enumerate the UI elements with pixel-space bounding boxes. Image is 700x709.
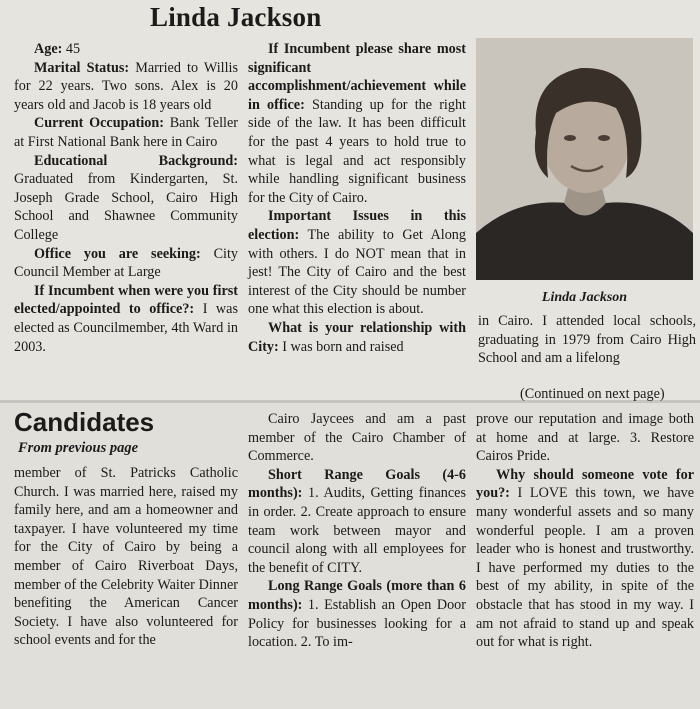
- candidates-column-2: Cairo Jaycees and am a past member of the Cairo Chamber of Commerce. Short Range Goals (4-6 months): 1. Audits, Getting finances in order. 2. Create approach to ensure team work between mayor and council along with all employees for the benefit of CITY. Long Range Goals (more than 6 months): 1. Establish an Open Door Policy for businesses looking for a location. 2. To im-: [248, 411, 466, 651]
- profile-column-3: in Cairo. I attended local schools, graduating in 1979 from Cairo High School and am a lifelong: [478, 313, 696, 367]
- candidates-column-3: prove our reputation and image both at home and at large. 3. Restore Cairos Pride. Why should someone vote for you?: I LOVE this town, we have many wonderful assets and so many wonderful people. I am a proven leader who is honest and trustworthy. I have performed my duties to the best of my ability, in spite of the obstacle that has stood in my way. I am not afraid to stand up and speak out for what is right.: [476, 411, 695, 651]
- candidates-heading: Candidates: [14, 407, 155, 437]
- profile-column-2: If Incumbent please share most significant accomplishment/achievement while in office: Standing up for the right side of the law. It has been difficult for the past 4 years to hold true to what is legal and act responsibly while handling significant business for the City of Cairo. Important Issues in this election: The ability to Get Along with others. I do NOT mean that in jest! The City of Cairo and the best interest of the City should be number one what this election is about. What is your relationship with City: I was born and raised: [248, 41, 467, 355]
- photo-caption: Linda Jackson: [541, 290, 628, 305]
- candidate-name: Linda Jackson: [150, 2, 322, 32]
- continued-note: (Continued on next page): [520, 386, 665, 402]
- candidate-photo: [476, 38, 693, 280]
- from-previous-page: From previous page: [18, 440, 139, 456]
- candidates-column-1: member of St. Patricks Catholic Church. I was married here, raised my family here, and am a homeowner and taxpayer. I have volunteered my time for the City of Cairo by being a member of Cairo Riverboat Days, member of the Celebrity Waiter Dinner benefiting the American Cancer Society. I have also volunteered for school events and for the: [14, 465, 238, 649]
- profile-column-1: Age: 45 Marital Status: Married to Willis for 22 years. Two sons. Alex is 20 years old and Jacob is 18 years old Current Occupation: Bank Teller at First National Bank here in Cairo Educational Background: Graduated from Kindergarten, St. Joseph Grade School, Cairo High School and Shawnee Community College Office you are seeking: City Council Member at Large If Incumbent when were you first elected/appointed to office?: I was elected as Councilmember, 4th Ward in 2003.: [14, 41, 239, 355]
